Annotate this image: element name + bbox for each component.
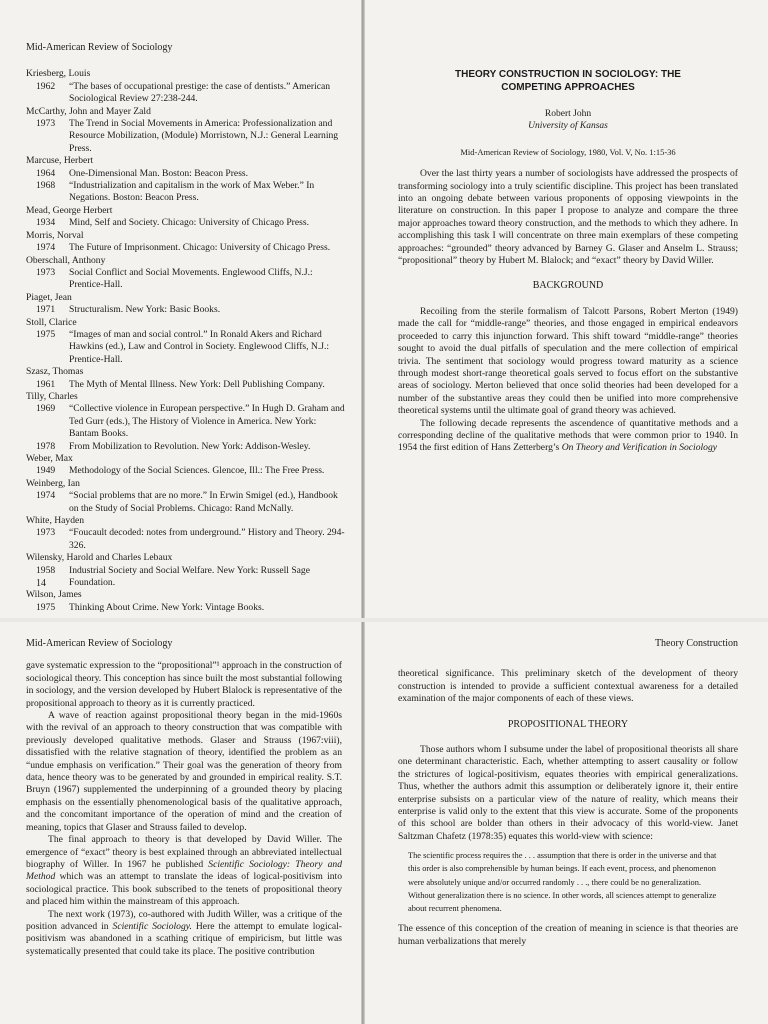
reference-author: Tilly, Charles: [26, 390, 78, 402]
article-citation: Mid-American Review of Sociology, 1980, Vol. V, No. 1:15-36: [460, 146, 676, 157]
reference-entry: [26, 304, 346, 316]
reference-text: Methodology of the Social Sciences. Glencoe, Ill.: The Free Press.: [69, 465, 325, 477]
reference-year: 1973: [36, 118, 56, 130]
reference-year: 1968: [36, 180, 56, 192]
reference-author: Marcuse, Herbert: [26, 155, 94, 167]
reference-author: Oberschall, Anthony: [26, 254, 106, 266]
reference-entry: [26, 81, 346, 106]
reference-author: Szasz, Thomas: [26, 366, 84, 378]
reference-text: The Trend in Social Movements in America: Professionalization and Resource Mobilization, (Module) Morristown, N.J.: General Learning Press.: [69, 118, 339, 154]
running-head-left: Mid-American Review of Sociology: [26, 42, 173, 53]
reference-year: 1949: [36, 465, 56, 477]
reference-author: Wilson, James: [26, 589, 82, 601]
reference-entry: [26, 329, 346, 366]
reference-entry: [26, 465, 346, 477]
grounded-theory-paragraph: A wave of reaction against propositional theory began in the mid-1960s with the revival of an approach to theory construction that was compatible with previously developed qualitative methods. Glaser and Strauss (1967:viii), dissatisfied with the relative stagnation of theory, identified the problem as an “undue emphasis on verification.” Their goal was the generation of theory from data, hence theory was to be generated by and grounded in empirical reality. S.T. Bruyn (1967) supplemented the underpinning of a grounded theory by placing emphasis on the essentially phenomenological basis of the qualitative approach, and the concomitant importance of the operation of mind and the creation of meaning, topics that Glaser and Strauss failed to develop.: [26, 710, 342, 833]
reference-text: Structuralism. New York: Basic Books.: [69, 304, 221, 316]
reference-author: Kriesberg, Louis: [26, 68, 91, 80]
reference-year: 1969: [36, 403, 56, 415]
reference-author: Morris, Norval: [26, 229, 84, 241]
propositional-paragraph: Those authors whom I subsume under the label of propositional theorists all share one determinant characteristic. Each, whether attempting to assert causality or follow the strictures of logical-positivism, equates theories with empirical generalizations. Thus, whether the authors admit this assumption or deliberately ignore it, their entire enterprise subsists on a particular view of the nature of reality, which means their enterprise is valid only to the extent that this view is accurate. Some of the proponents of this school are bolder than others in their advocacy of this world-view. Janet Saltzman Chafetz (1978:35) equates this world-view with science:: [398, 744, 738, 842]
reference-text: “Images of man and social control.” In Ronald Akers and Richard Hawkins (ed.), Law and Control in Society. Englewood Cliffs, N.J.: Prentice-Hall.: [69, 328, 330, 365]
reference-year: 1973: [36, 527, 56, 539]
reference-entry: [26, 217, 346, 229]
reference-author: Mead, George Herbert: [26, 204, 113, 216]
reference-year: 1961: [36, 378, 56, 390]
closing-paragraph: The essence of this conception of the creation of meaning in science is that theories are human verbalizations that merely: [398, 923, 738, 947]
running-head-left-bottom: Mid-American Review of Sociology: [26, 638, 173, 649]
block-quote: The scientific process requires the . . . assumption that there is order in the universe and that this order is also comprehensible by human beings. If each event, process, and phenomenon were absolutely unique and/or occurred randomly . . ., there could be no generalization. Without generalization there is no science. In other words, all sciences attempt to generalize about recurrent phenomena.: [408, 851, 717, 914]
reference-author: McCarthy, John and Mayer Zald: [26, 105, 151, 117]
reference-year: 1971: [36, 304, 56, 316]
reference-text: Industrial Society and Social Welfare. New York: Russell Sage Foundation.: [69, 564, 310, 589]
reference-text: Thinking About Crime. New York: Vintage Books.: [69, 601, 265, 613]
bottom-page-spread: [0, 622, 768, 1024]
reference-entry: [26, 565, 346, 590]
page-number: 14: [36, 578, 46, 589]
article-title-line2: COMPETING APPROACHES: [501, 82, 635, 93]
reference-author: Stoll, Clarice: [26, 316, 77, 328]
article-affiliation: University of Kansas: [528, 121, 608, 132]
reference-year: 1975: [36, 601, 56, 613]
reference-year: 1974: [36, 490, 56, 502]
reference-entry: [26, 441, 346, 453]
reference-entry: [26, 490, 346, 515]
reference-entry: [26, 527, 346, 552]
reference-text: “Industrialization and capitalism in the work of Max Weber.” In Negations. Boston: Beacon Press.: [69, 180, 315, 204]
book-title: Scientific Sociology: Theory and Method: [26, 858, 342, 883]
section-heading-background: BACKGROUND: [532, 280, 604, 292]
reference-author: Piaget, Jean: [26, 291, 72, 303]
reference-author: Weber, Max: [26, 453, 73, 464]
reference-entry: [26, 267, 346, 292]
reference-author: Wilensky, Harold and Charles Lebaux: [26, 552, 173, 564]
continued-paragraph: gave systematic expression to the “propositional”¹ approach in the construction of sociological theory. This conception has since built the most substantial following in sociology, and the version developed by Hubert Blalock is representative of the propositional approach to theory as it is currently practiced.: [26, 660, 342, 709]
reference-author: Weinberg, Ian: [26, 477, 80, 489]
reference-entry: [26, 379, 346, 391]
reference-text: The Future of Imprisonment. Chicago: University of Chicago Press.: [69, 242, 331, 254]
background-paragraph-2: The following decade represents the ascendence of quantitative methods and a corresponding decline of the qualitative methods that were common prior to 1940. In 1954 the first edition of Hans Zetterberg’s On Theory and Verification in Sociology: [398, 417, 738, 454]
reference-text: Mind, Self and Society. Chicago: University of Chicago Press.: [69, 217, 309, 229]
article-author: Robert John: [544, 109, 592, 119]
article-first-page: [398, 68, 738, 455]
references-column: [26, 42, 346, 614]
reference-year: 1973: [36, 266, 56, 278]
reference-year: 1962: [36, 80, 56, 92]
reference-text: “Collective violence in European perspective.” In Hugh D. Graham and Ted Gurr (eds.), The History of Violence in America. New York: Bantam Books.: [69, 403, 345, 440]
reference-year: 1964: [36, 167, 56, 179]
reference-year: 1934: [36, 217, 56, 229]
willer-critique-paragraph: The next work (1973), co-authored with Judith Willer, was a critique of the position advanced in Scientific Sociology. Here the attempt to emulate logical-positivism was abandoned in a scathing critique of empiricism, but little was systematically presented that could take its place. The positive contribution: [26, 908, 343, 957]
reference-entry: [26, 602, 346, 614]
intro-paragraph: Over the last thirty years a number of sociologists have addressed the prospects of transforming sociology into a truly scientific discipline. This project has been translated into an ongoing debate between various proponents of opposing viewpoints in the literature on construction. In this paper I propose to analyze and compare the three major approaches toward theory construction, and the methods to which they adhere. In accomplishing this task I will concentrate on three main exemplars of these competing approaches: “grounded” theory advanced by Barney G. Glaser and Anselm L. Strauss; “propositional” theory by Hubert M. Blalock; and “exact” theory by David Willer.: [398, 168, 738, 267]
book-gutter: [361, 622, 365, 1024]
book-gutter: [361, 0, 365, 618]
reference-text: From Mobilization to Revolution. New York: Addison-Wesley.: [69, 440, 311, 452]
reference-text: “Social problems that are no more.” In Erwin Smigel (ed.), Handbook on the Study of Social Problems. Chicago: Rand McNally.: [69, 490, 338, 514]
exact-theory-paragraph: The final approach to theory is that developed by David Willer. The emergence of “exact” theory is best explained through an abbreviated intellectual biography of Willer. In 1967 he published Scientific Sociology: Theory and Method which was an attempt to translate the ideas of logical-positivism into sociological practice. This book subscribed to the tenets of propositional theory and placed him within the mainstream of this approach.: [26, 834, 342, 908]
reference-text: “Foucault decoded: notes from underground.” History and Theory. 294-326.: [69, 527, 345, 551]
reference-entry: [26, 180, 346, 205]
book-title: On Theory and Verification in Sociology: [561, 442, 718, 454]
book-title: Scientific Sociology.: [112, 920, 192, 932]
reference-text: The Myth of Mental Illness. New York: Dell Publishing Company.: [69, 378, 325, 390]
reference-year: 1978: [36, 440, 56, 452]
reference-entry: [26, 118, 346, 155]
reference-text: Social Conflict and Social Movements. Englewood Cliffs, N.J.: Prentice-Hall.: [69, 266, 313, 291]
running-head-right: Theory Construction: [654, 638, 738, 649]
reference-year: 1975: [36, 328, 56, 340]
background-paragraph-1: Recoiling from the sterile formalism of Talcott Parsons, Robert Merton (1949) made the call for “middle-range” theories, and those engaged in empirical endeavors proceeded to carry this injunction forward. This shift toward “middle-range” theories sought to avoid the dual pitfalls of speculation and the mere collection of empirical trivia. The sentiment that sociology would progress toward maturity as a science through modest short-range theoretical goals served to focus effort on the substantive areas of sociology. Merton believed that once solid theories had been developed for a number of the substantive areas they could then be unified into more comprehensive theoretical systems until the ultimate goal of grand theory was achieved.: [398, 305, 738, 417]
reference-list: [26, 68, 346, 614]
continued-paragraph-right: theoretical significance. This preliminary sketch of the development of theory construction is intended to provide a sufficient contextual awareness for a detailed examination of the major components of each of these views.: [398, 668, 738, 705]
reference-entry: [26, 403, 346, 440]
bottom-left-page: [26, 638, 342, 958]
reference-author: White, Hayden: [26, 515, 85, 527]
article-title-line1: THEORY CONSTRUCTION IN SOCIOLOGY: THE: [455, 69, 681, 80]
reference-entry: [26, 168, 346, 180]
reference-year: 1974: [36, 242, 56, 254]
reference-entry: [26, 242, 346, 254]
reference-year: 1958: [36, 564, 56, 576]
reference-text: “The bases of occupational prestige: the case of dentists.” American Sociological Review 27:238-244.: [69, 80, 331, 105]
bottom-right-page: [398, 638, 738, 948]
reference-text: One-Dimensional Man. Boston: Beacon Press.: [69, 167, 249, 179]
section-heading-propositional: PROPOSITIONAL THEORY: [507, 718, 629, 730]
